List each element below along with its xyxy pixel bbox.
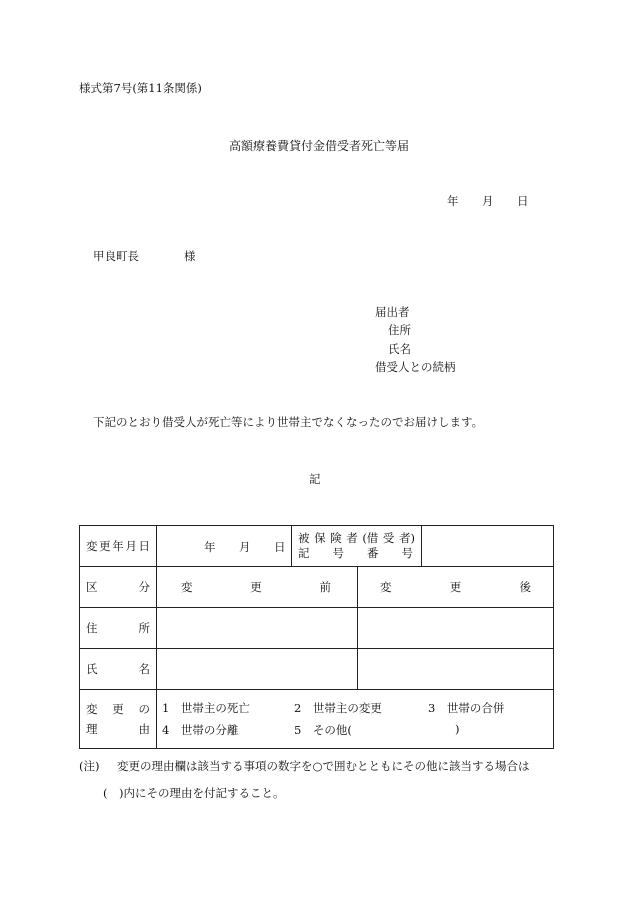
note-line-2: ( )内にその理由を付記すること。: [103, 786, 285, 800]
row-reason: [80, 690, 554, 749]
reason-option-5-close: ): [455, 722, 460, 736]
reason-option-5[interactable]: 5 その他(: [294, 723, 352, 737]
date-year: 年: [447, 194, 459, 208]
address-after-value[interactable]: [358, 608, 554, 649]
change-date-day: 日: [274, 540, 286, 554]
reason-option-3[interactable]: 3 世帯の合併: [428, 701, 505, 715]
kubun-label: 区 分: [80, 567, 157, 608]
addressee-honorific: 様: [184, 249, 196, 263]
address-label: 住 所: [80, 608, 157, 649]
change-form-table: [79, 525, 554, 749]
notifier-name-label: 氏名: [388, 342, 411, 356]
row-address: [80, 608, 554, 649]
change-date-value[interactable]: [157, 526, 292, 567]
insured-label: 被 保 険 者 (借 受 者) 記 号 番 号: [292, 526, 422, 567]
reason-label: 変 更 の 理 由: [80, 690, 157, 749]
notifier-address-label: 住所: [388, 323, 411, 337]
addressee-name: 甲良町長: [93, 249, 139, 263]
date-day: 日: [517, 194, 529, 208]
form-title: 高額療養費貸付金借受者死亡等届: [229, 139, 410, 153]
body-text: 下記のとおり借受人が死亡等により世帯主でなくなったのでお届けします。: [93, 415, 484, 429]
reason-option-2[interactable]: 2 世帯主の変更: [294, 701, 382, 715]
ki-heading: 記: [309, 472, 321, 486]
date-month: 月: [482, 194, 494, 208]
change-date-month: 月: [239, 540, 251, 554]
notifier-relation-label: 借受人との続柄: [375, 360, 456, 374]
row-kubun: [80, 567, 554, 608]
before-label: 変 更 前: [157, 567, 358, 608]
insured-number-value[interactable]: [422, 526, 554, 567]
change-date-label: 変 更 年 月 日: [80, 526, 157, 567]
name-after-value[interactable]: [358, 649, 554, 690]
change-date-year: 年: [204, 540, 216, 554]
reason-options: [157, 690, 554, 749]
reason-option-4[interactable]: 4 世帯の分離: [162, 723, 239, 737]
notifier-heading: 届出者: [375, 305, 410, 319]
address-before-value[interactable]: [157, 608, 358, 649]
note-line-1: 変更の理由欄は該当する事項の数字を○で囲むとともにその他に該当する場合は: [117, 759, 530, 773]
after-label: 変 更 後: [358, 567, 554, 608]
row-name: [80, 649, 554, 690]
row-change-date: [80, 526, 554, 567]
form-number: 様式第7号(第11条関係): [79, 81, 202, 95]
name-label: 氏 名: [80, 649, 157, 690]
note-label: (注): [79, 759, 100, 773]
name-before-value[interactable]: [157, 649, 358, 690]
reason-option-1[interactable]: 1 世帯主の死亡: [162, 701, 250, 715]
